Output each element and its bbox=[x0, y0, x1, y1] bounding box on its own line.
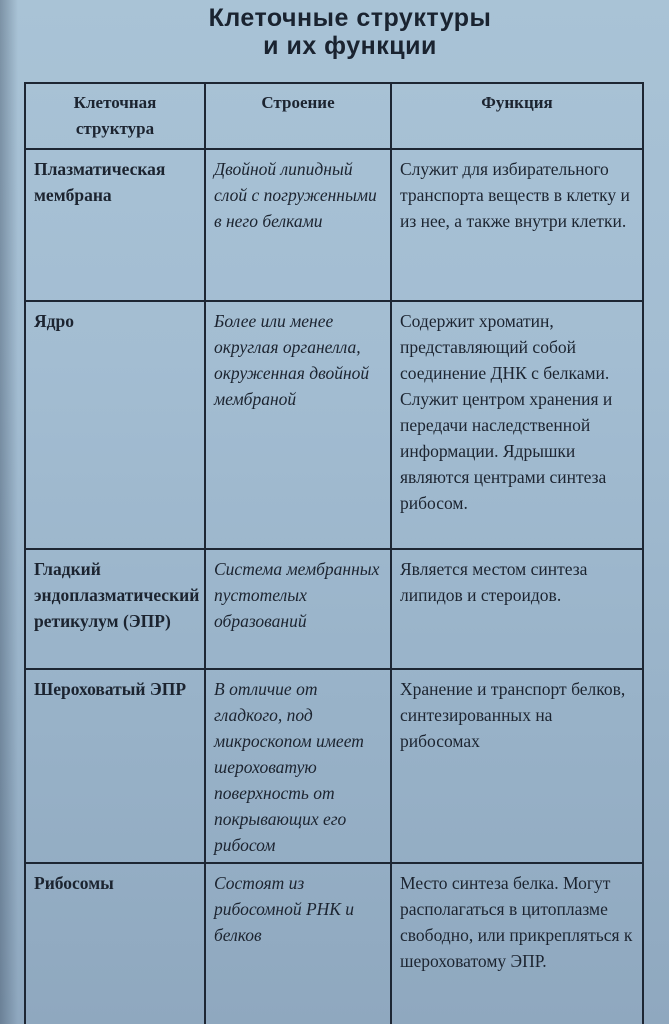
build-cell: Двойной липидный слой с погруженными в него белками bbox=[205, 149, 391, 301]
table-row bbox=[25, 149, 643, 301]
table-row bbox=[25, 863, 643, 1024]
structure-cell: Шероховатый ЭПР bbox=[25, 669, 205, 863]
table-header-row bbox=[25, 83, 643, 149]
header-function: Функция bbox=[391, 83, 643, 149]
structure-cell: Плазматическая мембрана bbox=[25, 149, 205, 301]
structure-cell: Ядро bbox=[25, 301, 205, 549]
build-cell: Состоят из рибосомной РНК и белков bbox=[205, 863, 391, 1024]
build-cell: Система мембранных пустотелых образований bbox=[205, 549, 391, 669]
function-cell: Служит для избирательного транспорта веществ в клетку и из нее, а также внутри клетки. bbox=[391, 149, 643, 301]
table-row bbox=[25, 549, 643, 669]
function-cell: Содержит хроматин, представляющий собой соединение ДНК с белками. Служит центром хранения и передачи наследственной информации. Ядрышки являются центрами синтеза рибосом. bbox=[391, 301, 643, 549]
function-cell: Является местом синтеза липидов и стероидов. bbox=[391, 549, 643, 669]
build-cell: В отличие от гладкого, под микроскопом имеет шероховатую поверхность от покрывающих его рибосом bbox=[205, 669, 391, 863]
page-title bbox=[150, 4, 550, 60]
structure-cell: Гладкий эндоплазматический ретикулум (ЭПР) bbox=[25, 549, 205, 669]
title-line-1: Клеточные структуры bbox=[208, 4, 492, 32]
header-structure: Клеточная структура bbox=[25, 83, 205, 149]
build-cell: Более или менее округлая органелла, окруженная двойной мембраной bbox=[205, 301, 391, 549]
header-build: Строение bbox=[205, 83, 391, 149]
page-edge-shadow bbox=[0, 0, 18, 1024]
title-line-2: и их функции bbox=[263, 32, 437, 60]
function-cell: Хранение и транспорт белков, синтезированных на рибосомах bbox=[391, 669, 643, 863]
cell-structures-table bbox=[24, 82, 644, 1024]
table-row bbox=[25, 301, 643, 549]
function-cell: Место синтеза белка. Могут располагаться в цитоплазме свободно, или прикрепляться к шероховатому ЭПР. bbox=[391, 863, 643, 1024]
structure-cell: Рибосомы bbox=[25, 863, 205, 1024]
table-row bbox=[25, 669, 643, 863]
